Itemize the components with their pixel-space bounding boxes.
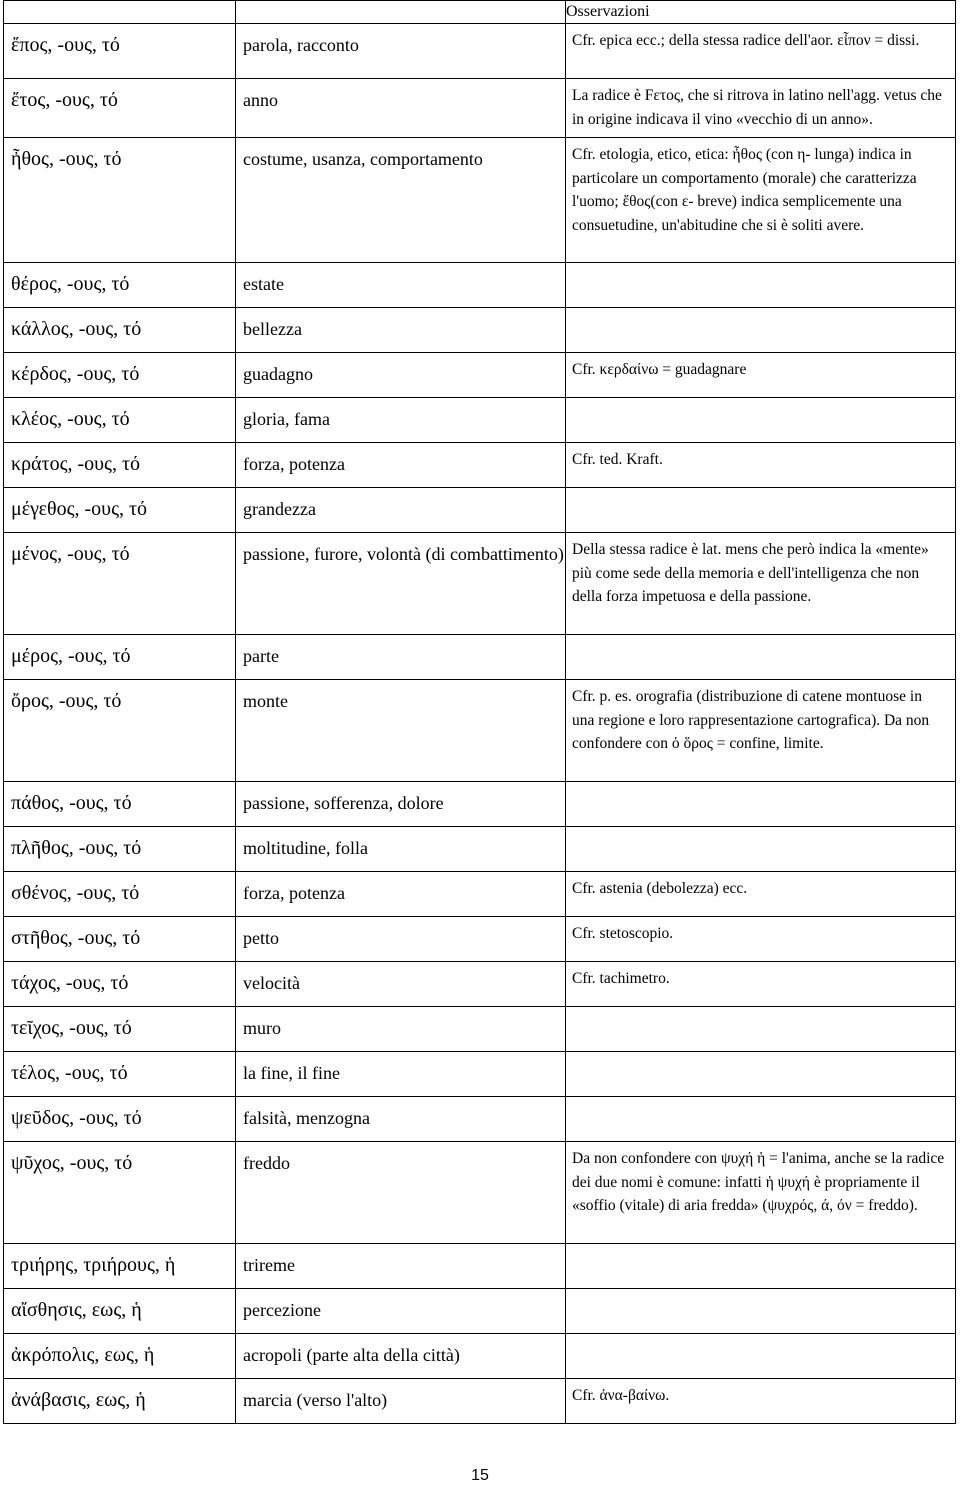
table-row: [4, 917, 956, 962]
italian-translation: [236, 1334, 566, 1379]
header-row: [4, 1, 956, 24]
greek-term: τάχος, -ους, τό: [4, 962, 236, 1007]
greek-term: κέρδος, -ους, τό: [4, 353, 236, 398]
translation-text: marcia (verso l'alto): [243, 1390, 388, 1410]
table-row: [4, 962, 956, 1007]
table-row: [4, 398, 956, 443]
translation-text: forza, potenza: [243, 454, 345, 474]
observation-note: [566, 1097, 956, 1142]
greek-term: αἴσθησις, εως, ἡ: [4, 1289, 236, 1334]
observation-note: [566, 782, 956, 827]
italian-translation: [236, 24, 566, 79]
italian-translation: [236, 308, 566, 353]
greek-term: τέλος, -ους, τό: [4, 1052, 236, 1097]
observation-note: Cfr. p. es. orografia (distribuzione di catene montuose in una regione e loro rappresentazione cartografica). Da non confondere con ὁ ὅρος = confine, limite.: [566, 680, 956, 782]
translation-text: falsità, menzogna: [243, 1108, 370, 1128]
translation-text: freddo: [243, 1153, 290, 1173]
greek-term: ψῦχος, -ους, τό: [4, 1142, 236, 1244]
italian-translation: [236, 1244, 566, 1289]
table-row: [4, 635, 956, 680]
table-row: [4, 308, 956, 353]
italian-translation: [236, 488, 566, 533]
observation-note: [566, 827, 956, 872]
table-row: [4, 1007, 956, 1052]
table-row: [4, 263, 956, 308]
italian-translation: [236, 138, 566, 263]
greek-term: θέρος, -ους, τό: [4, 263, 236, 308]
greek-term: κλέος, -ους, τό: [4, 398, 236, 443]
observation-note: [566, 263, 956, 308]
greek-term: μέγεθος, -ους, τό: [4, 488, 236, 533]
observation-note: [566, 635, 956, 680]
translation-text: bellezza: [243, 319, 302, 339]
italian-translation: [236, 1097, 566, 1142]
italian-translation: [236, 79, 566, 138]
observation-note: Cfr. ted. Kraft.: [566, 443, 956, 488]
observation-note: Cfr. epica ecc.; della stessa radice dell'aor. εἶπον = dissi.: [566, 24, 956, 79]
translation-text: parola, racconto: [243, 35, 359, 55]
observation-note: [566, 1244, 956, 1289]
translation-text: anno: [243, 90, 278, 110]
italian-translation: [236, 398, 566, 443]
vocabulary-table: [3, 0, 956, 1424]
observation-note: Della stessa radice è lat. mens che però indica la «mente» più come sede della memoria e dell'intelligenza che non della forza impetuosa e della passione.: [566, 533, 956, 635]
table-row: [4, 1142, 956, 1244]
observation-note: Cfr. etologia, etico, etica: ἦθος (con η- lunga) indica in particolare un comportamento (morale) che caratterizza l'uomo; ἔθος(con ε- breve) indica semplicemente una consuetudine, un'abitudine che si è soliti avere.: [566, 138, 956, 263]
italian-translation: [236, 1289, 566, 1334]
italian-translation: [236, 680, 566, 782]
translation-text: estate: [243, 274, 284, 294]
greek-term: σθένος, -ους, τό: [4, 872, 236, 917]
observation-note: [566, 1289, 956, 1334]
translation-text: guadagno: [243, 364, 313, 384]
italian-translation: [236, 1379, 566, 1424]
translation-text: gloria, fama: [243, 409, 330, 429]
greek-term: μένος, -ους, τό: [4, 533, 236, 635]
greek-term: ἔπος, -ους, τό: [4, 24, 236, 79]
italian-translation: [236, 263, 566, 308]
observation-note: [566, 308, 956, 353]
observation-note: [566, 1052, 956, 1097]
observation-note: [566, 1007, 956, 1052]
table-row: [4, 680, 956, 782]
vocabulary-rows: [4, 24, 956, 1424]
italian-translation: [236, 872, 566, 917]
translation-text: acropoli (parte alta della città): [243, 1345, 460, 1365]
italian-translation: [236, 1007, 566, 1052]
italian-translation: [236, 1052, 566, 1097]
observation-note: Da non confondere con ψυχή ἡ = l'anima, anche se la radice dei due nomi è comune: infatti ἡ ψυχή è propriamente il «soffio (vitale) di aria fredda» (ψυχρός, ά, όν = freddo).: [566, 1142, 956, 1244]
translation-text: petto: [243, 928, 279, 948]
greek-term: τριήρης, τριήρους, ἡ: [4, 1244, 236, 1289]
observation-note: Cfr. astenia (debolezza) ecc.: [566, 872, 956, 917]
translation-text: parte: [243, 646, 279, 666]
observation-note: La radice è Fετος, che si ritrova in latino nell'agg. vetus che in origine indicava il vino «vecchio di un anno».: [566, 79, 956, 138]
greek-term: ἀνάβασις, εως, ἡ: [4, 1379, 236, 1424]
translation-text: muro: [243, 1018, 281, 1038]
translation-text: grandezza: [243, 499, 316, 519]
table-row: [4, 1244, 956, 1289]
header-blank-greek: [4, 1, 236, 24]
observation-note: [566, 1334, 956, 1379]
table-row: [4, 488, 956, 533]
observation-note: [566, 488, 956, 533]
italian-translation: [236, 353, 566, 398]
table-row: [4, 1334, 956, 1379]
translation-text: monte: [243, 691, 288, 711]
translation-text: moltitudine, folla: [243, 838, 368, 858]
italian-translation: [236, 1142, 566, 1244]
italian-translation: [236, 782, 566, 827]
italian-translation: [236, 962, 566, 1007]
greek-term: κάλλος, -ους, τό: [4, 308, 236, 353]
italian-translation: [236, 443, 566, 488]
table-row: [4, 79, 956, 138]
table-row: [4, 353, 956, 398]
greek-term: κράτος, -ους, τό: [4, 443, 236, 488]
table-row: [4, 138, 956, 263]
observation-note: Cfr. tachimetro.: [566, 962, 956, 1007]
greek-term: ὄρος, -ους, τό: [4, 680, 236, 782]
greek-term: ἀκρόπολις, εως, ἡ: [4, 1334, 236, 1379]
translation-text: trireme: [243, 1255, 295, 1275]
greek-term: στῆθος, -ους, τό: [4, 917, 236, 962]
table-row: [4, 1097, 956, 1142]
observation-note: Cfr. κερδαίνω = guadagnare: [566, 353, 956, 398]
observations-header: Osservazioni: [566, 1, 956, 24]
greek-term: ψεῦδος, -ους, τό: [4, 1097, 236, 1142]
translation-text: la fine, il fine: [243, 1063, 340, 1083]
greek-term: πλῆθος, -ους, τό: [4, 827, 236, 872]
italian-translation: [236, 917, 566, 962]
translation-text: passione, furore, volontà (di combattimento): [243, 544, 564, 564]
header-blank-translation: [236, 1, 566, 24]
italian-translation: [236, 635, 566, 680]
italian-translation: [236, 533, 566, 635]
table-row: [4, 1289, 956, 1334]
translation-text: passione, sofferenza, dolore: [243, 793, 444, 813]
translation-text: costume, usanza, comportamento: [243, 149, 483, 169]
table-row: [4, 24, 956, 79]
table-row: [4, 1379, 956, 1424]
table-row: [4, 443, 956, 488]
italian-translation: [236, 827, 566, 872]
observation-note: [566, 398, 956, 443]
translation-text: forza, potenza: [243, 883, 345, 903]
table-row: [4, 533, 956, 635]
greek-term: πάθος, -ους, τό: [4, 782, 236, 827]
page-number: 15: [471, 1467, 489, 1484]
translation-text: velocità: [243, 973, 300, 993]
greek-term: μέρος, -ους, τό: [4, 635, 236, 680]
table-row: [4, 782, 956, 827]
table-row: [4, 872, 956, 917]
greek-term: ἦθος, -ους, τό: [4, 138, 236, 263]
table-row: [4, 827, 956, 872]
translation-text: percezione: [243, 1300, 321, 1320]
greek-term: τεῖχος, -ους, τό: [4, 1007, 236, 1052]
greek-term: ἔτος, -ους, τό: [4, 79, 236, 138]
observation-note: Cfr. ἀνα-βαίνω.: [566, 1379, 956, 1424]
table-row: [4, 1052, 956, 1097]
observation-note: Cfr. stetoscopio.: [566, 917, 956, 962]
